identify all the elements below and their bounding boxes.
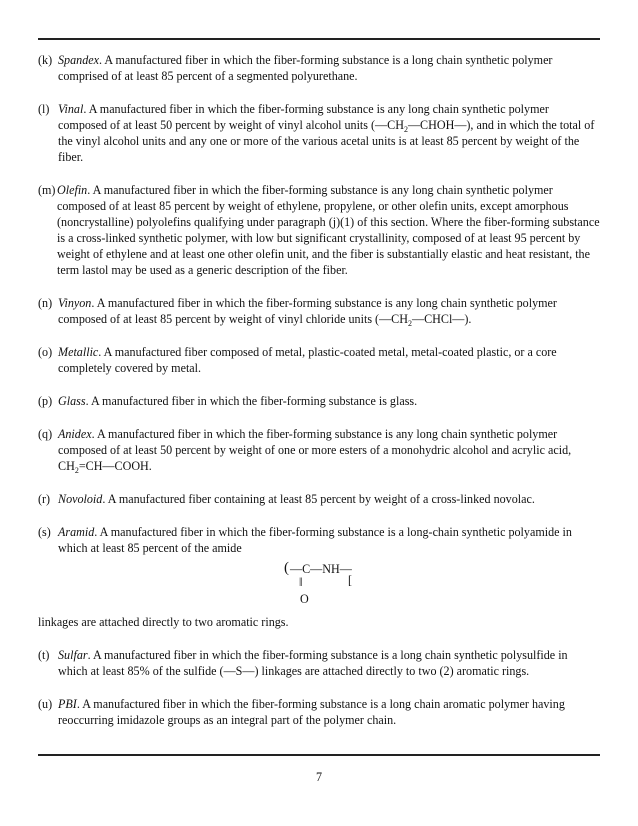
entry-label: (k) [38, 53, 53, 67]
entry-term: Glass [58, 394, 86, 408]
entry-vinal [38, 101, 600, 165]
entry-text-cont: —CHOH—), and in which the total of the vinyl alcohol units and any one or more of the various acetal units is at least 85 percent by weight of the fiber. [58, 118, 595, 164]
top-rule [38, 38, 600, 40]
entry-label: (o) [38, 345, 53, 359]
entry-text: . A manufactured fiber in which the fiber-forming substance is glass. [85, 394, 418, 408]
formula-oxygen: O [300, 592, 309, 606]
entry-text: . A manufactured fiber in which the fiber-forming substance is any long chain synthetic polymer composed of at least 50 percent by weight of one or more esters of a monohydric alcohol and acrylic acid, CH [58, 427, 572, 473]
entry-text-cont: =CH—COOH. [78, 459, 152, 473]
subscript: 2 [407, 319, 412, 328]
entry-term: Vinal [58, 102, 84, 116]
entry-metallic [38, 344, 600, 376]
subscript: 2 [74, 466, 79, 475]
entry-text: . A manufactured fiber in which the fiber-forming substance is any long chain synthetic polymer composed of at least 85 percent by weight of ethylene, propylene, or other olefin units, except amorphous (noncrystalline) polyolefins qualifying under paragraph (j)(1) of this section. Where the fiber-forming substance is a cross-linked synthetic polymer, with low but significant crystallinity, composed of at least 95 percent by weight of ethylene and at least one other olefin unit, and the fiber is substantially elastic and heat resistant, the term lastol may be used as a generic description of the fiber. [57, 183, 600, 277]
entry-term: Sulfar [58, 648, 88, 662]
entry-text: . A manufactured fiber in which the fiber-forming substance is a long chain synthetic polymer comprised of at least 85 percent of a segmented polyurethane. [58, 53, 553, 83]
entry-text: . A manufactured fiber in which the fiber-forming substance is a long chain synthetic polysulfide in which at least 85% of the sulfide (—S—) linkages are attached directly to two (2) aromatic rings. [58, 648, 568, 678]
entry-label: (s) [38, 525, 51, 539]
formula-open-bracket: ( [284, 560, 289, 576]
amide-formula [38, 558, 600, 612]
entry-term: Metallic [58, 345, 99, 359]
entry-label: (p) [38, 394, 53, 408]
entry-label: (l) [38, 102, 50, 116]
entry-term: Anidex [58, 427, 92, 441]
entry-text: . A manufactured fiber in which the fiber-forming substance is any long chain synthetic polymer composed of at least 85 percent by weight of vinyl chloride units (—CH [58, 296, 557, 326]
aramid-continuation: linkages are attached directly to two aromatic rings. [38, 615, 289, 629]
entry-term: Spandex [58, 53, 99, 67]
document-body [38, 52, 600, 745]
entry-label: (t) [38, 648, 50, 662]
entry-label: (n) [38, 296, 53, 310]
entry-novoloid [38, 491, 600, 507]
entry-spandex [38, 52, 600, 84]
entry-text: . A manufactured fiber composed of metal, plastic-coated metal, metal-coated plastic, or a core completely covered by metal. [58, 345, 557, 375]
entry-sulfar [38, 647, 600, 679]
entry-olefin [38, 182, 600, 278]
entry-pbi [38, 696, 600, 728]
entry-label: (r) [38, 492, 51, 506]
entry-term: PBI [58, 697, 77, 711]
entry-text-cont: —CHCl—). [411, 312, 472, 326]
entry-text: . A manufactured fiber in which the fiber-forming substance is a long-chain synthetic polyamide in which at least 85 percent of the amide [58, 525, 572, 555]
entry-anidex [38, 426, 600, 474]
entry-label: (u) [38, 697, 53, 711]
entry-term: Aramid [58, 525, 95, 539]
entry-text: . A manufactured fiber containing at least 85 percent by weight of a cross-linked novolac. [102, 492, 535, 506]
subscript: 2 [403, 125, 408, 134]
formula-close-bracket: [ [348, 573, 353, 587]
entry-label: (m) [38, 183, 56, 197]
entry-text: . A manufactured fiber in which the fiber-forming substance is any long chain synthetic polymer composed of at least 50 percent by weight of vinyl alcohol units (—CH [58, 102, 549, 132]
formula-double-bond: ‖ [299, 575, 303, 589]
page-number: 7 [315, 770, 323, 784]
entry-text: . A manufactured fiber in which the fiber-forming substance is a long chain aromatic polymer having reoccurring imidazole groups as an integral part of the polymer chain. [58, 697, 565, 727]
entry-glass [38, 393, 600, 409]
entry-label: (q) [38, 427, 53, 441]
entry-term: Vinyon [58, 296, 92, 310]
formula-chain: —C—NH— [290, 562, 352, 576]
entry-term: Novoloid [58, 492, 103, 506]
entry-aramid [38, 524, 600, 556]
entry-term: Olefin [57, 183, 88, 197]
entry-vinyon [38, 295, 600, 327]
bottom-rule [38, 754, 600, 756]
